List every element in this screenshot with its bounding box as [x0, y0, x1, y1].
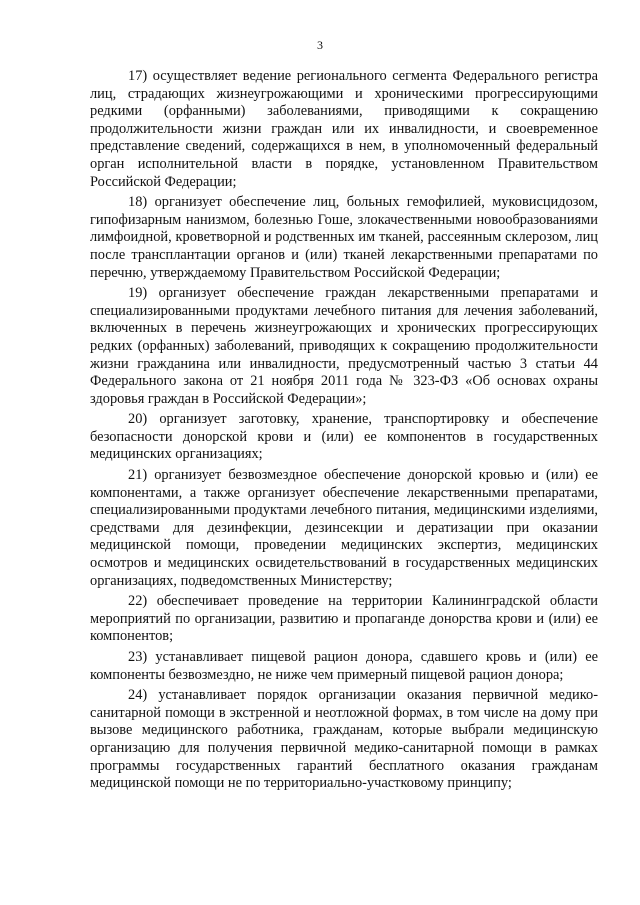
page-number: 3 [317, 38, 323, 52]
list-item-24: 24) устанавливает порядок организации оказания первичной медико-санитарной помощи в экстренной и неотложной формах, в том числе на дому при вызове медицинского работника, гражданам, которые выбрали медицинскую организацию для получения первичной медико-санитарной помощи в рамках программы государственных гарантий бесплатного оказания гражданам медицинской помощи не по территориально-участковому принципу; [90, 687, 598, 792]
list-item-17: 17) осуществляет ведение регионального сегмента Федерального регистра лиц, страдающих жизнеугрожающими и хроническими прогрессирующими редкими (орфанными) заболеваниями, приводящими к сокращению продолжительности жизни граждан или их инвалидности, и своевременное представление сведений, содержащихся в нем, в уполномоченный федеральный орган исполнительной власти в порядке, установленном Правительством Российской Федерации; [90, 68, 598, 190]
list-item-23: 23) устанавливает пищевой рацион донора, сдавшего кровь и (или) ее компоненты безвозмездно, не ниже чем примерный пищевой рацион донора; [90, 649, 598, 683]
list-item-21: 21) организует безвозмездное обеспечение донорской кровью и (или) ее компонентами, а также организует обеспечение лекарственными препаратами, специализированными продуктами лечебного питания, медицинскими изделиями, средствами для дезинфекции, дезинсекции и дератизации при оказании медицинской помощи, проведении медицинских экспертиз, медицинских осмотров и медицинских освидетельствований в государственных медицинских организациях, подведомственных Министерству; [90, 467, 598, 589]
document-body [90, 68, 598, 796]
list-item-18: 18) организует обеспечение лиц, больных гемофилией, муковисцидозом, гипофизарным нанизмом, болезнью Гоше, злокачественными новообразованиями лимфоидной, кроветворной и родственных им тканей, рассеянным склерозом, лиц после трансплантации органов и (или) тканей лекарственными препаратами по перечню, утверждаемому Правительством Российской Федерации; [90, 194, 598, 281]
list-item-20: 20) организует заготовку, хранение, транспортировку и обеспечение безопасности донорской крови и (или) ее компонентов в государственных медицинских организациях; [90, 411, 598, 463]
list-item-22: 22) обеспечивает проведение на территории Калининградской области мероприятий по организации, развитию и пропаганде донорства крови и (или) ее компонентов; [90, 593, 598, 645]
list-item-19: 19) организует обеспечение граждан лекарственными препаратами и специализированными продуктами лечебного питания для лечения заболеваний, включенных в перечень жизнеугрожающих и хронических прогрессирующих редких (орфанных) заболеваний, приводящих к сокращению продолжительности жизни гражданина или инвалидности, предусмотренный частью 3 статьи 44 Федерального закона от 21 ноября 2011 года № 323-ФЗ «Об основах охраны здоровья граждан в Российской Федерации»; [90, 285, 598, 407]
